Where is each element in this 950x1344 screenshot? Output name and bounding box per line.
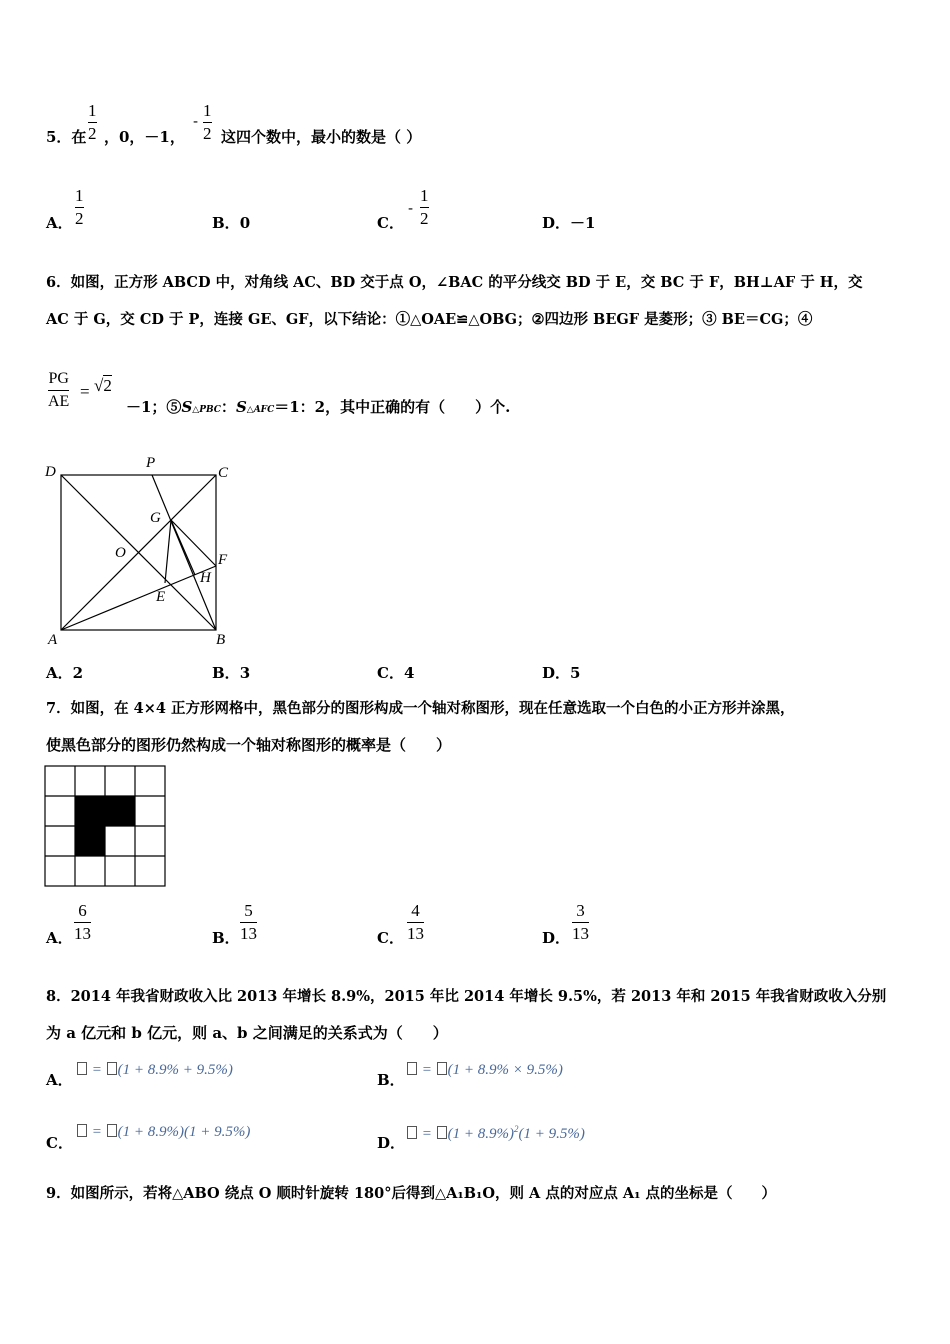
area-s1-sub: △PBC xyxy=(192,405,221,415)
placeholder-box-icon xyxy=(407,1062,417,1075)
label-h: H xyxy=(200,570,211,586)
fraction-numerator: 5 xyxy=(244,901,253,920)
option-value: 3 xyxy=(239,664,251,682)
label-c: C xyxy=(218,465,229,481)
placeholder-box-icon xyxy=(107,1062,117,1075)
q6-line2: AC 于 G，交 CD 于 P，连接 GE、GF，以下结论：①△OAE≌△OBG；②四边形 BEGF 是菱形；③ BE＝CG；④ xyxy=(46,311,813,328)
label-a: A xyxy=(48,632,58,648)
label-g: G xyxy=(150,510,161,526)
option-letter: D． xyxy=(542,214,571,232)
label-f: F xyxy=(218,552,228,568)
q6-line3 xyxy=(126,396,510,417)
placeholder-box-icon xyxy=(407,1126,417,1139)
q7-option-b-fraction xyxy=(240,901,257,944)
fraction-denominator: 2 xyxy=(203,124,212,143)
equals: = xyxy=(91,1062,102,1078)
q7-option-c-letter: C． xyxy=(377,929,404,947)
expression: (1 + 8.9%)(1 + 9.5%) xyxy=(117,1124,251,1140)
fraction-denominator: AE xyxy=(48,393,70,410)
option-value: 0 xyxy=(239,214,251,232)
line-bp xyxy=(152,475,216,630)
exponent: 2 xyxy=(513,1124,519,1134)
fraction-numerator: 1 xyxy=(88,101,97,120)
expression: (1 + 8.9% × 9.5%) xyxy=(447,1062,563,1078)
equals: = xyxy=(421,1062,432,1078)
q8-option-b-letter: B． xyxy=(377,1071,405,1089)
option-value: －1 xyxy=(570,214,596,232)
placeholder-box-icon xyxy=(77,1062,87,1075)
placeholder-box-icon xyxy=(437,1062,447,1075)
fraction-numerator: PG xyxy=(48,370,69,387)
label-e: E xyxy=(156,589,166,605)
fraction-denominator: 13 xyxy=(74,924,91,943)
q9-line1: 9．如图所示，若将△ABO 绕点 O 顺时针旋转 180°后得到△A₁B₁O，则 A 点的对应点 A₁ 点的坐标是（ ） xyxy=(46,1185,777,1202)
placeholder-box-icon xyxy=(107,1124,117,1137)
label-b: B xyxy=(216,632,226,648)
fraction-numerator: 1 xyxy=(75,186,84,205)
segment-gf xyxy=(171,520,216,566)
q6-equals: = xyxy=(80,382,90,401)
area-s2: S xyxy=(235,398,247,416)
fraction-numerator: 3 xyxy=(576,901,585,920)
fraction-denominator: 13 xyxy=(572,924,589,943)
segment-ge xyxy=(165,520,171,583)
fraction-denominator: 13 xyxy=(240,924,257,943)
expression-b: (1 + 9.5%) xyxy=(518,1126,585,1142)
q5-option-a-letter: A． xyxy=(46,214,73,232)
q6-option-a xyxy=(46,662,83,683)
ratio-colon: ： xyxy=(220,398,236,416)
expression: (1 + 8.9% + 9.5%) xyxy=(117,1062,233,1078)
area-s2-sub: △AFC xyxy=(246,405,275,415)
q5-option-c-fraction xyxy=(420,186,429,229)
q7-option-b-letter: B． xyxy=(212,929,240,947)
q5-option-a-fraction xyxy=(75,186,84,229)
q7-option-d-letter: D． xyxy=(542,929,571,947)
q6-fraction-pg-ae xyxy=(48,369,69,412)
q6-option-d xyxy=(542,662,580,683)
q8-line1: 8．2014 年我省财政收入比 2013 年增长 8.9%，2015 年比 2014 年增长 9.5%，若 2013 年和 2015 年我省财政收入分别 xyxy=(46,988,887,1005)
q7-option-c-fraction xyxy=(407,901,424,944)
q5-mid: ，0，－1， xyxy=(104,128,185,146)
equals: = xyxy=(91,1124,102,1140)
equals: = xyxy=(421,1126,432,1142)
q7-option-a-letter: A． xyxy=(46,929,73,947)
fraction-numerator: 1 xyxy=(203,101,212,120)
q5-prefix: 5．在 xyxy=(46,128,87,146)
q8-option-a-letter: A． xyxy=(46,1071,73,1089)
label-o: O xyxy=(115,545,126,561)
q5-fraction-neg-half xyxy=(203,101,212,144)
sqrt-radicand: 2 xyxy=(103,376,112,395)
q6-option-c xyxy=(377,662,414,683)
option-letter: B． xyxy=(212,664,240,682)
q5-neg-sign: - xyxy=(193,112,199,130)
q5-option-d xyxy=(542,212,595,233)
option-letter: B． xyxy=(212,214,240,232)
label-p: P xyxy=(146,455,156,471)
fraction-numerator: 1 xyxy=(420,186,429,205)
q7-line2: 使黑色部分的图形仍然构成一个轴对称图形的概率是（ ） xyxy=(46,736,452,754)
option-letter: A． xyxy=(46,664,73,682)
q8-option-b-expr xyxy=(406,1062,563,1079)
segment-gh xyxy=(171,520,195,575)
q5-option-c-letter: C． xyxy=(377,214,404,232)
option-value: 4 xyxy=(403,664,415,682)
expression-a: (1 + 8.9%) xyxy=(447,1126,514,1142)
placeholder-box-icon xyxy=(437,1126,447,1139)
q8-line2: 为 a 亿元和 b 亿元，则 a、b 之间满足的关系式为（ ） xyxy=(46,1024,448,1042)
q6-line3-a: －1；⑤ xyxy=(126,398,182,416)
q7-line1: 7．如图，在 4×4 正方形网格中，黑色部分的图形构成一个轴对称图形，现在任意选取一个白色的小正方形并涂黑， xyxy=(46,700,795,717)
area-s1: S xyxy=(181,398,193,416)
q5-fraction-half xyxy=(88,101,97,144)
q6-square-figure xyxy=(40,450,240,650)
q8-option-d-letter: D． xyxy=(377,1134,406,1152)
fraction-numerator: 6 xyxy=(78,901,87,920)
q6-line3-b: ＝1：2，其中正确的有（ ）个. xyxy=(274,398,511,416)
q7-option-a-fraction xyxy=(74,901,91,944)
line-af xyxy=(61,566,216,630)
q5-suffix: 这四个数中，最小的数是（ ） xyxy=(221,128,422,146)
q5-option-b xyxy=(212,212,250,233)
q8-option-a-expr xyxy=(76,1062,233,1079)
q6-line1: 6．如图，正方形 ABCD 中，对角线 AC、BD 交于点 O，∠BAC 的平分线交 BD 于 E，交 BC 于 F，BH⊥AF 于 H，交 xyxy=(46,274,863,291)
black-cell-bottom xyxy=(75,826,105,856)
q8-option-c-letter: C． xyxy=(46,1134,73,1152)
placeholder-box-icon xyxy=(77,1124,87,1137)
option-value: 2 xyxy=(72,664,84,682)
q7-grid-figure xyxy=(44,765,168,889)
option-letter: C． xyxy=(377,664,404,682)
q8-option-c-expr xyxy=(76,1124,250,1141)
fraction-denominator: 2 xyxy=(420,209,429,228)
q7-option-d-fraction xyxy=(572,901,589,944)
option-letter: D． xyxy=(542,664,571,682)
q6-option-b xyxy=(212,662,250,683)
label-d: D xyxy=(45,464,56,480)
fraction-numerator: 4 xyxy=(411,901,420,920)
q5-option-c-neg: - xyxy=(408,199,414,217)
sqrt-radical-icon: √ xyxy=(94,376,104,395)
fraction-denominator: 2 xyxy=(88,124,97,143)
q6-sqrt xyxy=(94,376,112,396)
option-value: 5 xyxy=(570,664,581,682)
fraction-denominator: 2 xyxy=(75,209,84,228)
q8-option-d-expr xyxy=(406,1124,585,1143)
fraction-denominator: 13 xyxy=(407,924,424,943)
